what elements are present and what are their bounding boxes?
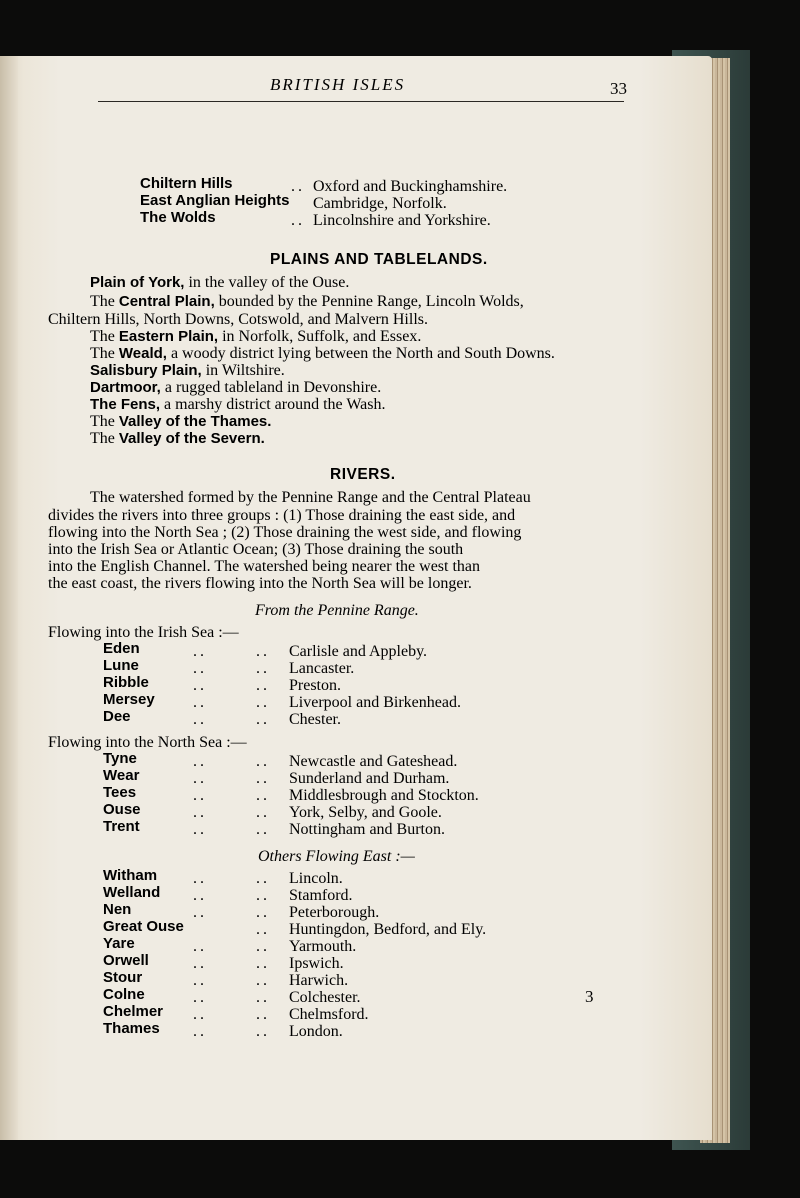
- paragraph-line: the east coast, the rivers flowing into the North Sea will be longer.: [48, 575, 472, 592]
- river-name: Stour: [103, 969, 143, 986]
- leader-dots: ..: [291, 212, 305, 229]
- plain-desc: bounded by the Pennine Range, Lincoln Wolds,: [214, 293, 524, 310]
- river-towns: Ipswich.: [289, 955, 344, 972]
- river-name: Eden: [103, 640, 140, 657]
- plain-entry: [90, 328, 421, 345]
- leader-dots: ..: [193, 643, 207, 660]
- plain-entry: [90, 293, 524, 310]
- leader-dots: ..: [193, 677, 207, 694]
- plain-name: Plain of York,: [90, 274, 185, 291]
- plain-prefix: The: [90, 430, 119, 447]
- river-towns: Preston.: [289, 677, 341, 694]
- river-name: Ribble: [103, 674, 149, 691]
- plain-desc: a marshy district around the Wash.: [160, 396, 386, 413]
- leader-dots: ..: [193, 870, 207, 887]
- page-number: 33: [610, 79, 627, 98]
- river-name: Orwell: [103, 952, 149, 969]
- plain-entry: [90, 345, 555, 362]
- leader-dots: ..: [256, 677, 270, 694]
- group-intro-north-sea: Flowing into the North Sea :—: [48, 734, 247, 751]
- leader-dots: ..: [256, 821, 270, 838]
- hill-name: The Wolds: [140, 209, 216, 226]
- plain-entry: [90, 430, 265, 447]
- river-name: Yare: [103, 935, 135, 952]
- leader-dots: ..: [193, 1006, 207, 1023]
- leader-dots: ..: [256, 921, 270, 938]
- river-towns: Lincoln.: [289, 870, 343, 887]
- hill-location: Cambridge, Norfolk.: [313, 195, 447, 212]
- river-name: Trent: [103, 818, 140, 835]
- page-gutter-shadow: [0, 56, 18, 1140]
- river-name: Ouse: [103, 801, 141, 818]
- hill-name: Chiltern Hills: [140, 175, 233, 192]
- plain-name: Valley of the Thames.: [118, 413, 272, 430]
- signature-mark: 3: [585, 987, 594, 1006]
- leader-dots: ..: [193, 753, 207, 770]
- hill-location: Lincolnshire and Yorkshire.: [313, 212, 491, 229]
- hill-location: Oxford and Buckinghamshire.: [313, 178, 508, 195]
- river-towns: Chelmsford.: [289, 1006, 369, 1023]
- river-towns: Chester.: [289, 711, 341, 728]
- leader-dots: ..: [256, 660, 270, 677]
- river-name: Wear: [103, 767, 140, 784]
- river-towns: Colchester.: [289, 989, 361, 1006]
- plain-entry-continued: [48, 311, 428, 328]
- river-name: Dee: [103, 708, 131, 725]
- header-rule: [98, 101, 624, 102]
- river-name: Nen: [103, 901, 132, 918]
- leader-dots: ..: [256, 711, 270, 728]
- river-towns: Huntingdon, Bedford, and Ely.: [289, 921, 487, 938]
- section-heading-plains: PLAINS AND TABLELANDS.: [270, 251, 488, 268]
- leader-dots: ..: [291, 178, 305, 195]
- plain-prefix: The: [90, 413, 119, 430]
- leader-dots: ..: [256, 787, 270, 804]
- leader-dots: ..: [256, 770, 270, 787]
- river-towns: Nottingham and Burton.: [289, 821, 445, 838]
- river-towns: York, Selby, and Goole.: [289, 804, 442, 821]
- river-name: Tyne: [103, 750, 137, 767]
- paragraph-line: The watershed formed by the Pennine Range and the Central Plateau: [90, 489, 531, 506]
- leader-dots: ..: [256, 1006, 270, 1023]
- plain-name: The Fens,: [90, 396, 161, 413]
- leader-dots: ..: [193, 804, 207, 821]
- leader-dots: ..: [193, 887, 207, 904]
- river-name: Thames: [103, 1020, 160, 1037]
- river-name: Mersey: [103, 691, 155, 708]
- group-intro-irish-sea: Flowing into the Irish Sea :—: [48, 624, 239, 641]
- river-towns: Newcastle and Gateshead.: [289, 753, 458, 770]
- subheading-pennine: From the Pennine Range.: [255, 602, 419, 619]
- plain-entry: [90, 274, 349, 291]
- leader-dots: ..: [193, 770, 207, 787]
- leader-dots: ..: [193, 660, 207, 677]
- plain-prefix: The: [90, 345, 119, 362]
- plain-desc: in Norfolk, Suffolk, and Essex.: [218, 328, 422, 345]
- river-towns: Middlesbrough and Stockton.: [289, 787, 479, 804]
- leader-dots: ..: [256, 870, 270, 887]
- hill-name: East Anglian Heights: [140, 192, 290, 209]
- river-name: Tees: [103, 784, 137, 801]
- plain-entry: [90, 396, 386, 413]
- river-towns: Harwich.: [289, 972, 349, 989]
- plain-name: Salisbury Plain,: [90, 362, 202, 379]
- subheading-others-east: Others Flowing East :—: [258, 848, 415, 865]
- plain-prefix: The: [90, 293, 119, 310]
- river-towns: Sunderland and Durham.: [289, 770, 450, 787]
- plain-name: Eastern Plain,: [118, 328, 219, 345]
- river-name: Great Ouse: [103, 918, 184, 935]
- leader-dots: ..: [256, 955, 270, 972]
- river-name: Chelmer: [103, 1003, 164, 1020]
- plain-entry: [90, 413, 271, 430]
- leader-dots: ..: [256, 753, 270, 770]
- paragraph-line: flowing into the North Sea ; (2) Those draining the west side, and flowing: [48, 524, 522, 541]
- running-head: BRITISH ISLES: [270, 75, 406, 94]
- leader-dots: ..: [193, 1023, 207, 1040]
- river-towns: Lancaster.: [289, 660, 355, 677]
- leader-dots: ..: [193, 821, 207, 838]
- river-name: Welland: [103, 884, 161, 901]
- paragraph-line: into the English Channel. The watershed being nearer the west than: [48, 558, 481, 575]
- river-towns: London.: [289, 1023, 343, 1040]
- plain-entry: [90, 362, 285, 379]
- leader-dots: ..: [193, 938, 207, 955]
- plain-name: Dartmoor,: [90, 379, 161, 396]
- plain-desc: a woody district lying between the North and South Downs.: [166, 345, 555, 362]
- plain-desc: in Wiltshire.: [201, 362, 285, 379]
- leader-dots: ..: [193, 711, 207, 728]
- leader-dots: ..: [256, 904, 270, 921]
- leader-dots: ..: [193, 989, 207, 1006]
- leader-dots: ..: [193, 787, 207, 804]
- plain-entry: [90, 379, 381, 396]
- leader-dots: ..: [193, 904, 207, 921]
- plain-desc: Chiltern Hills, North Downs, Cotswold, and Malvern Hills.: [48, 311, 428, 328]
- plain-desc: in the valley of the Ouse.: [184, 274, 350, 291]
- river-name: Witham: [103, 867, 158, 884]
- leader-dots: ..: [256, 804, 270, 821]
- river-towns: Stamford.: [289, 887, 353, 904]
- paragraph-line: divides the rivers into three groups : (1) Those draining the east side, and: [48, 507, 516, 524]
- leader-dots: ..: [256, 643, 270, 660]
- river-towns: Carlisle and Appleby.: [289, 643, 428, 660]
- plain-name: Valley of the Severn.: [118, 430, 265, 447]
- leader-dots: ..: [193, 972, 207, 989]
- leader-dots: ..: [256, 694, 270, 711]
- leader-dots: ..: [256, 972, 270, 989]
- leader-dots: ..: [193, 955, 207, 972]
- river-name: Colne: [103, 986, 145, 1003]
- river-towns: Peterborough.: [289, 904, 380, 921]
- leader-dots: ..: [256, 1023, 270, 1040]
- leader-dots: ..: [256, 887, 270, 904]
- leader-dots: ..: [256, 938, 270, 955]
- river-towns: Yarmouth.: [289, 938, 357, 955]
- paragraph-line: into the Irish Sea or Atlantic Ocean; (3) Those draining the south: [48, 541, 464, 558]
- plain-prefix: The: [90, 328, 119, 345]
- river-name: Lune: [103, 657, 139, 674]
- leader-dots: ..: [193, 694, 207, 711]
- plain-name: Weald,: [118, 345, 167, 362]
- leader-dots: ..: [256, 989, 270, 1006]
- river-towns: Liverpool and Birkenhead.: [289, 694, 461, 711]
- plain-name: Central Plain,: [118, 293, 215, 310]
- section-heading-rivers: RIVERS.: [330, 466, 396, 483]
- plain-desc: a rugged tableland in Devonshire.: [160, 379, 382, 396]
